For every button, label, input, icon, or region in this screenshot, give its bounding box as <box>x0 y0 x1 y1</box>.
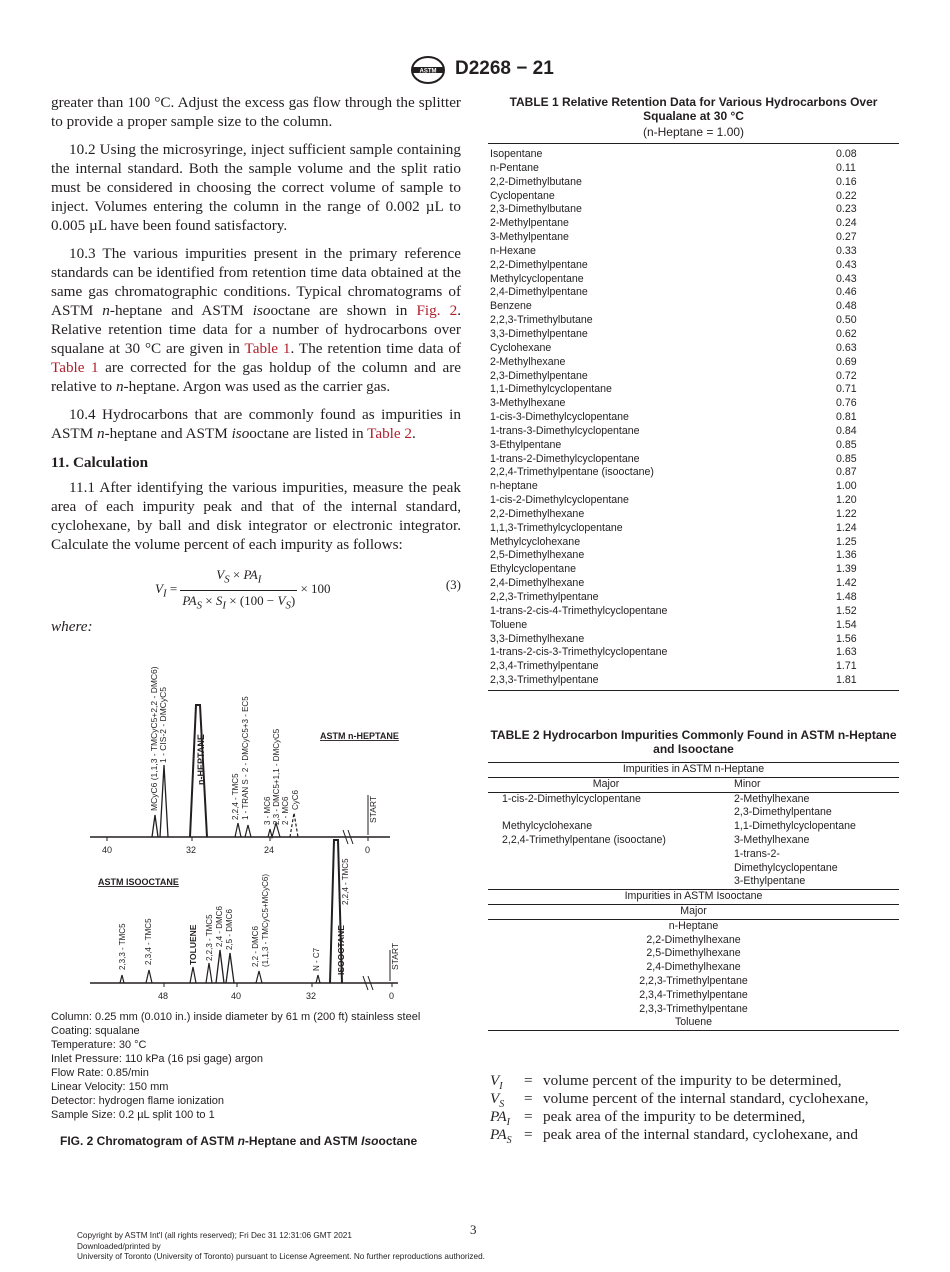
table-row <box>488 203 899 217</box>
retention-value: 1.54 <box>836 618 857 631</box>
major-impurity: 2,5-Dimethylhexane <box>646 947 741 960</box>
table-row <box>488 425 899 439</box>
symbol-base: PA <box>490 1108 507 1125</box>
retention-value: 1.52 <box>836 604 857 617</box>
retention-value: 1.71 <box>836 660 857 673</box>
retention-value: 1.25 <box>836 535 857 548</box>
retention-value: 0.23 <box>836 203 857 216</box>
top-axis-24: 24 <box>264 845 275 855</box>
retention-value: 0.76 <box>836 397 857 410</box>
retention-value: 0.27 <box>836 231 857 244</box>
symbol-base: V <box>490 1072 500 1089</box>
top-axis-32: 32 <box>186 845 197 855</box>
major-impurity: 2,4-Dimethylhexane <box>646 961 741 974</box>
minor-impurity: 1-trans-2- <box>734 847 780 860</box>
document-id: D2268 − 21 <box>455 58 554 79</box>
hydrocarbon-name: n-heptane <box>490 480 538 493</box>
minor-impurity: 2,3-Dimethylpentane <box>734 806 832 819</box>
table-row <box>488 549 899 563</box>
table-row <box>488 633 899 647</box>
bottom-peak-223-tmc5 <box>206 963 212 983</box>
figure-conditions <box>51 1010 471 1122</box>
table-row <box>488 494 899 508</box>
bottom-label-toluene: TOLUENE <box>188 924 198 965</box>
table-row <box>488 300 899 314</box>
table-row <box>488 217 899 231</box>
retention-value: 0.81 <box>836 411 857 424</box>
table-row <box>488 820 899 834</box>
definition-row <box>488 1108 903 1129</box>
hydrocarbon-name: 3-Ethylpentane <box>490 438 562 451</box>
major-impurity: 2,2-Dimethylhexane <box>646 933 741 946</box>
table-2-section-isooctane: Impurities in ASTM Isooctane <box>488 889 899 905</box>
condition-line: Detector: hydrogen flame ionization <box>51 1095 225 1107</box>
top-peak-mcyc6 <box>152 815 158 837</box>
hydrocarbon-name: 1,1,3-Trimethylcyclopentane <box>490 521 623 534</box>
variable-symbol <box>490 1126 512 1150</box>
bottom-axis-40: 40 <box>231 991 242 1001</box>
hydrocarbon-name: 3,3-Dimethylpentane <box>490 327 588 340</box>
retention-value: 0.22 <box>836 189 857 202</box>
bottom-peak-toluene <box>190 967 196 983</box>
table-2-heptane-rows <box>488 793 899 890</box>
hydrocarbon-name: 2,2-Dimethylbutane <box>490 175 582 188</box>
definition-text: peak area of the internal standard, cyclohexane, and <box>543 1126 858 1143</box>
hydrocarbon-name: n-Pentane <box>490 161 539 174</box>
bottom-label-9: N - C7 <box>312 947 321 971</box>
paragraph-11-1: 11.1 After identifying the various impurities, measure the peak area of each impurity peak and that of the internal standard, cyclohexane, by ball and disk integrator or electronic integrator. Calculate the volume percent of each impurity as follows: <box>51 479 461 553</box>
table-row <box>488 411 899 425</box>
top-start-label: START <box>368 795 378 823</box>
table-row <box>488 273 899 287</box>
retention-value: 1.56 <box>836 632 857 645</box>
top-peak-cis-dmcyc5 <box>160 765 168 837</box>
astm-logo-icon <box>408 56 448 84</box>
definition-row <box>488 1126 903 1147</box>
hydrocarbon-name: 2,2-Dimethylpentane <box>490 258 588 271</box>
bottom-axis-0: 0 <box>389 991 395 1001</box>
table-row <box>488 646 899 660</box>
minor-impurities <box>734 820 899 834</box>
top-label-9: CyC6 <box>291 789 300 810</box>
retention-value: 0.43 <box>836 272 857 285</box>
table-2 <box>488 762 899 1031</box>
definition-row <box>488 1072 903 1093</box>
retention-value: 1.42 <box>836 577 857 590</box>
hydrocarbon-name: 1-cis-2-Dimethylcyclopentane <box>490 494 629 507</box>
definition-text: peak area of the impurity to be determined, <box>543 1108 806 1125</box>
table-row <box>488 231 899 245</box>
major-header: Major <box>592 777 620 790</box>
retention-value: 0.43 <box>836 258 857 271</box>
paragraph-continued: greater than 100 °C. Adjust the excess gas flow through the splitter to provide a proper sample size to the column. <box>51 94 461 130</box>
minor-impurities <box>734 793 899 821</box>
hydrocarbon-name: 1,1-Dimethylcyclopentane <box>490 383 612 396</box>
retention-value: 0.72 <box>836 369 857 382</box>
table-row <box>488 342 899 356</box>
bottom-peak-25-dmc6 <box>226 953 234 983</box>
retention-value: 0.46 <box>836 286 857 299</box>
minor-impurity: 1,1-Dimethylcyclopentane <box>734 820 856 833</box>
condition-line: Inlet Pressure: 110 kPa (16 psi gage) argon <box>51 1053 263 1065</box>
symbol-subscript: S <box>506 1135 512 1147</box>
top-label-6: 3 - MC6 <box>263 796 272 825</box>
top-axis-0: 0 <box>365 845 371 855</box>
table-row <box>488 397 899 411</box>
hydrocarbon-name: 2-Methylpentane <box>490 217 569 230</box>
paragraph-10-4: 10.4 Hydrocarbons that are commonly found as impurities in ASTM n-heptane and ASTM isooctane are listed in Table 2. <box>51 406 461 442</box>
hydrocarbon-name: 1-cis-3-Dimethylcyclopentane <box>490 411 629 424</box>
hydrocarbon-name: 2,3-Dimethylpentane <box>490 369 588 382</box>
major-impurity: 2,2,4-Trimethylpentane (isooctane) <box>502 833 666 846</box>
fig-2-link[interactable]: Fig. 2 <box>416 302 458 319</box>
major-impurity: Toluene <box>674 1016 713 1029</box>
major-impurity: Methylcyclohexane <box>502 820 593 833</box>
retention-value: 0.84 <box>836 424 857 437</box>
hydrocarbon-name: 2,3-Dimethylbutane <box>490 203 582 216</box>
table-row <box>488 190 899 204</box>
equation-3: $V_I$ = $\frac{V_S \times PA_I}{PA_S \times S_I \times (100 - V_S)}$ × 100 (3) <box>155 567 461 612</box>
table-2-isooctane-rows <box>488 920 899 1030</box>
bottom-peak-22-dmc6 <box>256 971 262 983</box>
definition-text: volume percent of the internal standard, cyclohexane, <box>543 1090 869 1107</box>
equation-number: (3) <box>445 577 461 592</box>
bottom-peak-233-tmc5 <box>120 975 124 983</box>
table-row <box>488 674 899 688</box>
footer-line-3: University of Toronto (University of Toronto) pursuant to License Agreement. No further reproductions authorized. <box>77 1252 485 1261</box>
table-row <box>488 383 899 397</box>
hydrocarbon-name: Methylcyclopentane <box>490 272 584 285</box>
symbol-subscript: S <box>499 1099 505 1111</box>
retention-value: 0.69 <box>836 355 857 368</box>
table-row <box>488 245 899 259</box>
retention-value: 0.33 <box>836 244 857 257</box>
equals-sign: = <box>524 1072 533 1089</box>
table-row <box>488 286 899 300</box>
bottom-label-8: (1,1,3 - TMCyC5+MCyC6) <box>261 874 270 967</box>
major-impurity: 2,2,3-Trimethylpentane <box>639 974 748 987</box>
top-peak-224-tmc5 <box>235 823 241 837</box>
table-row <box>488 314 899 328</box>
figure-caption: FIG. 2 Chromatogram of ASTM n-Heptane and ASTM Isooctane <box>60 1134 418 1148</box>
bottom-axis-48: 48 <box>158 991 169 1001</box>
table-row <box>488 176 899 190</box>
table-row <box>488 834 899 889</box>
retention-value: 0.62 <box>836 327 857 340</box>
table-row <box>488 619 899 633</box>
major-impurity: 2,3,3-Trimethylpentane <box>639 1002 748 1015</box>
table-row <box>488 356 899 370</box>
table-row <box>488 162 899 176</box>
minor-impurities <box>734 834 899 889</box>
top-peak-cyc6 <box>290 813 298 837</box>
table-1 <box>488 143 899 691</box>
minor-impurity: 3-Ethylpentane <box>734 875 806 888</box>
table-row <box>488 370 899 384</box>
table-row <box>488 605 899 619</box>
symbol-subscript: I <box>506 1117 510 1129</box>
copyright-footer <box>77 1231 485 1263</box>
hydrocarbon-name: 2,4-Dimethylhexane <box>490 577 585 590</box>
condition-line: Sample Size: 0.2 µL split 100 to 1 <box>51 1109 215 1121</box>
table-row <box>488 453 899 467</box>
isooctane-chart-label: ASTM ISOOCTANE <box>98 877 179 887</box>
bottom-peak-24-dmc6 <box>216 950 224 983</box>
retention-value: 0.08 <box>836 148 857 160</box>
hydrocarbon-name: 3-Methylhexane <box>490 397 566 410</box>
retention-value: 1.39 <box>836 563 857 576</box>
retention-value: 1.36 <box>836 549 857 562</box>
table-2-link[interactable]: Table 2 <box>367 425 413 442</box>
hydrocarbon-name: 1-trans-2-cis-3-Trimethylcyclopentane <box>490 646 668 659</box>
top-axis-40: 40 <box>102 845 113 855</box>
hydrocarbon-name: 2-Methylhexane <box>490 355 566 368</box>
retention-value: 0.85 <box>836 452 857 465</box>
hydrocarbon-name: 3-Methylpentane <box>490 231 569 244</box>
hydrocarbon-name: 1-trans-3-Dimethylcyclopentane <box>490 424 640 437</box>
retention-value: 0.85 <box>836 438 857 451</box>
retention-value: 1.81 <box>836 674 857 687</box>
hydrocarbon-name: Cyclohexane <box>490 341 552 354</box>
top-label-5: 1 - TRAN S - 2 - DMCyC5+3 - EC5 <box>241 696 250 820</box>
bottom-label-7: 2,2 - DMC6 <box>251 926 260 967</box>
bottom-start-label: START <box>390 942 400 970</box>
retention-value: 1.22 <box>836 507 857 520</box>
paragraph-10-3: 10.3 The various impurities present in the primary reference standards can be identified from retention time data obtained at the same gas chromatographic conditions. Typical chromatograms of ASTM n-heptane and ASTM isooctane are shown in Fig. 2. Relative retention time data for a number of hydrocarbons over squalane at 30 °C are given in Table 1. The retention time data of Table 1 are corrected for the gas holdup of the column and are relative to n-heptane. Argon was used as the carrier gas. <box>51 245 462 395</box>
hydrocarbon-name: 2,5-Dimethylhexane <box>490 549 585 562</box>
table-2-title: TABLE 2 Hydrocarbon Impurities Commonly Found in ASTM n-Heptane and Isooctane <box>490 728 897 756</box>
table-1-link-2[interactable]: Table 1 <box>51 359 99 376</box>
table-row <box>488 577 899 591</box>
major-impurity: 1-cis-2-Dimethylcyclopentane <box>502 792 641 805</box>
hydrocarbon-name: 2,3,4-Trimethylpentane <box>490 660 599 673</box>
bottom-peak-234-tmc5 <box>146 970 152 983</box>
heptane-chart-label: ASTM n-HEPTANE <box>320 731 399 741</box>
hydrocarbon-name: Benzene <box>490 300 532 313</box>
table-2-section-heptane: Impurities in ASTM n-Heptane <box>488 763 899 778</box>
logo-text: ASTM <box>419 68 437 75</box>
footer-line-2: Downloaded/printed by <box>77 1241 161 1251</box>
hydrocarbon-name: 2,4-Dimethylpentane <box>490 286 588 299</box>
table-row <box>488 522 899 536</box>
top-label-4: 2,2,4 - TMC5 <box>231 773 240 820</box>
retention-value: 1.20 <box>836 494 857 507</box>
bottom-label-1: 2,3,3 - TMC5 <box>118 923 127 970</box>
bottom-label-5: 2,4 - DMC6 <box>215 906 224 947</box>
table-1-link[interactable]: Table 1 <box>244 340 291 357</box>
bottom-axis-32: 32 <box>306 991 317 1001</box>
bottom-label-isooctane: ISOOCTANE <box>336 925 346 975</box>
table-row <box>488 793 899 821</box>
top-label-8: 2 - MC6 <box>281 796 290 825</box>
variable-definitions <box>488 1072 903 1147</box>
paragraph-10-2: 10.2 Using the microsyringe, inject sufficient sample containing the internal standard. Both the sample volume and the split ratio must be considered in choosing the correct volume of sample to inject. Volumes entering the column in the range of 0.002 µL to 0.005 µL have been found satisfactory. <box>51 141 461 234</box>
hydrocarbon-name: 2,3,3-Trimethylpentane <box>490 674 599 687</box>
page-number: 3 <box>470 1222 477 1237</box>
hydrocarbon-name: n-Hexane <box>490 244 536 257</box>
footer-line-1: Copyright by ASTM Int'l (all rights reserved); Fri Dec 31 12:31:06 GMT 2021 <box>77 1231 352 1240</box>
symbol-base: V <box>490 1090 500 1107</box>
hydrocarbon-name: 1-trans-2-cis-4-Trimethylcyclopentane <box>490 604 668 617</box>
equals-sign: = <box>524 1126 533 1143</box>
major-impurity: 2,3,4-Trimethylpentane <box>639 988 748 1001</box>
table-row <box>488 466 899 480</box>
retention-value: 1.24 <box>836 521 857 534</box>
equals-sign: = <box>524 1108 533 1125</box>
retention-value: 1.00 <box>836 480 857 493</box>
retention-value: 0.16 <box>836 175 857 188</box>
condition-line: Linear Velocity: 150 mm <box>51 1081 169 1093</box>
hydrocarbon-name: 2,2,3-Trimethylpentane <box>490 591 599 603</box>
table-2-header-row <box>488 778 899 793</box>
minor-impurity: 3-Methylhexane <box>734 833 810 846</box>
hydrocarbon-name: Toluene <box>490 618 528 631</box>
top-label-n-heptane: n-HEPTANE <box>196 734 206 785</box>
retention-value: 1.63 <box>836 646 857 659</box>
table-row <box>488 591 899 605</box>
minor-impurity: 2-Methylhexane <box>734 792 810 805</box>
retention-value: 1.48 <box>836 591 857 603</box>
hydrocarbon-name: Methylcyclohexane <box>490 535 581 548</box>
top-label-7: 2,3 - DMC5+1,1 - DMCyC5 <box>272 728 281 825</box>
table-row <box>488 536 899 550</box>
minor-impurity: Dimethylcyclopentane <box>734 861 838 874</box>
bottom-label-11: 2,2,4 - TMC5 <box>341 858 350 905</box>
symbol-subscript: I <box>499 1081 503 1093</box>
table-row <box>488 508 899 522</box>
hydrocarbon-name: Cyclopentane <box>490 189 555 202</box>
condition-line: Coating: squalane <box>51 1025 140 1037</box>
table-row <box>488 259 899 273</box>
condition-line: Column: 0.25 mm (0.010 in.) inside diameter by 61 m (200 ft) stainless steel <box>51 1011 421 1023</box>
equals-sign: = <box>524 1090 533 1107</box>
chromatogram-figure <box>80 665 440 1005</box>
section-heading-11: 11. Calculation <box>51 454 149 471</box>
retention-value: 0.11 <box>836 161 856 174</box>
bottom-peak-n-c7 <box>316 975 320 983</box>
definition-text: volume percent of the impurity to be determined, <box>543 1072 842 1089</box>
hydrocarbon-name: 2,2,4-Trimethylpentane (isooctane) <box>490 466 654 479</box>
top-label-1: MCyC6 (1,1,3 - TMCyC5+2,2 - DMC6) <box>149 666 159 811</box>
hydrocarbon-name: 1-trans-2-Dimethylcyclopentane <box>490 452 640 465</box>
retention-value: 0.63 <box>836 341 857 354</box>
page-header <box>0 56 950 86</box>
bottom-label-6: 2,5 - DMC6 <box>225 909 234 950</box>
bottom-label-2: 2,3,4 - TMC5 <box>144 918 153 965</box>
top-label-2: 1 - CIS-2 - DMCyC5 <box>158 686 168 763</box>
table-row <box>488 328 899 342</box>
table-row <box>488 148 899 162</box>
hydrocarbon-name: Ethylcyclopentane <box>490 563 576 576</box>
condition-line: Flow Rate: 0.85/min <box>51 1067 149 1079</box>
table-row <box>488 439 899 453</box>
hydrocarbon-name: 2,2,3-Trimethylbutane <box>490 314 593 327</box>
table-1-subtitle: (n-Heptane = 1.00) <box>642 125 745 139</box>
symbol-base: PA <box>490 1126 507 1143</box>
condition-line: Temperature: 30 °C <box>51 1039 147 1051</box>
retention-value: 0.50 <box>836 314 857 327</box>
retention-value: 0.71 <box>836 383 857 396</box>
table-1-title: TABLE 1 Relative Retention Data for Various Hydrocarbons Over Squalane at 30 °C <box>509 95 878 123</box>
hydrocarbon-name: 3,3-Dimethylhexane <box>490 632 585 645</box>
table-2-major-header-2: Major <box>488 905 899 920</box>
top-peak-trans-dmcyc5 <box>245 825 251 837</box>
table-row <box>488 480 899 494</box>
chromatogram-drawing <box>80 665 440 1005</box>
retention-value: 0.87 <box>836 466 857 479</box>
retention-value: 0.24 <box>836 217 857 230</box>
bottom-label-4: 2,2,3 - TMC5 <box>205 914 214 961</box>
hydrocarbon-name: 2,2-Dimethylhexane <box>490 507 585 520</box>
where-label: where: <box>51 618 93 635</box>
table-row <box>488 660 899 674</box>
major-impurity: n-Heptane <box>668 919 719 932</box>
hydrocarbon-name: Isopentane <box>490 148 543 160</box>
retention-value: 0.48 <box>836 300 857 313</box>
left-column <box>51 93 461 636</box>
definition-row <box>488 1090 903 1111</box>
minor-header: Minor <box>734 777 761 790</box>
table-row <box>488 563 899 577</box>
